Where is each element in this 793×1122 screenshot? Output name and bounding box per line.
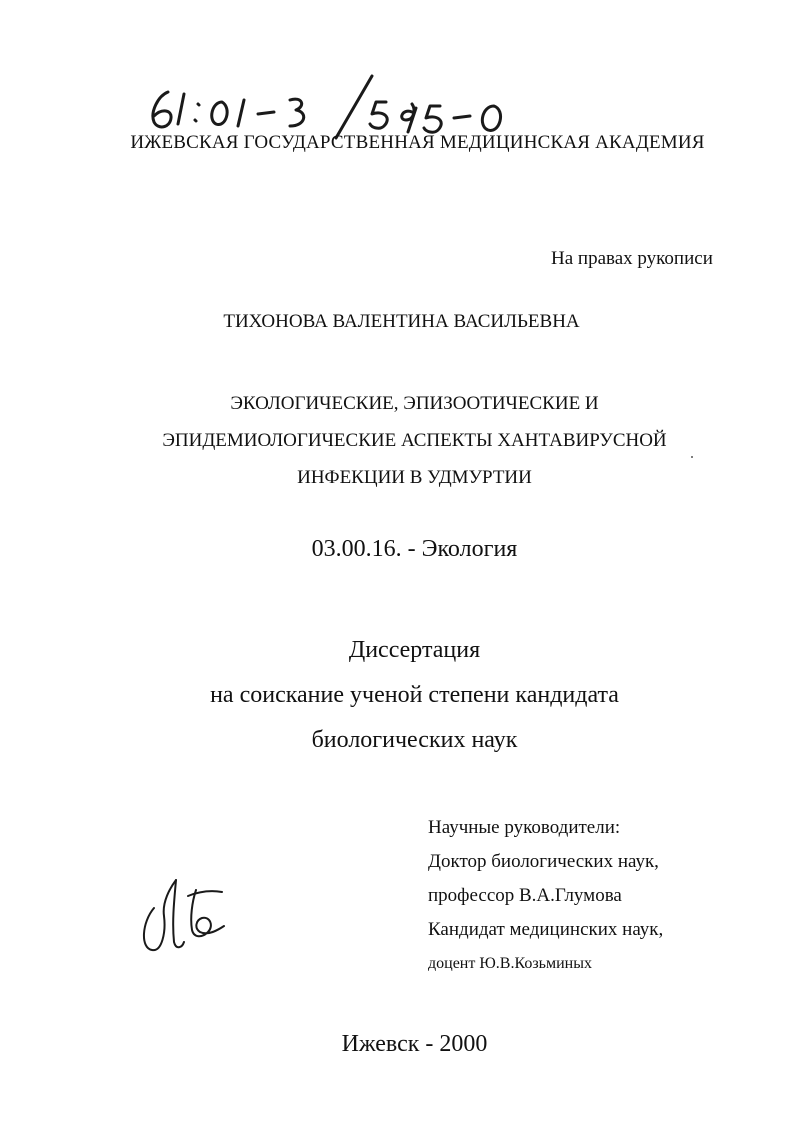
- supervisor-line: доцент Ю.В.Козьминых: [428, 955, 592, 972]
- rights-note: На правах рукописи: [551, 248, 713, 269]
- place-and-year: Ижевск - 2000: [341, 1031, 488, 1057]
- author-name: ТИХОНОВА ВАЛЕНТИНА ВАСИЛЬЕВНА: [223, 311, 580, 332]
- supervisor-line: Доктор биологических наук,: [428, 851, 659, 872]
- title-line: ЭПИДЕМИОЛОГИЧЕСКИЕ АСПЕКТЫ ХАНТАВИРУСНОЙ: [162, 430, 667, 451]
- scan-speck: [691, 456, 693, 458]
- institution-name: ИЖЕВСКАЯ ГОСУДАРСТВЕННАЯ МЕДИЦИНСКАЯ АКАДЕМИЯ: [130, 132, 705, 153]
- signature-mark: [136, 872, 232, 956]
- dissertation-line: на соискание ученой степени кандидата: [210, 682, 619, 708]
- title-line: ИНФЕКЦИИ В УДМУРТИИ: [297, 467, 532, 488]
- dissertation-line: биологических наук: [311, 727, 518, 753]
- dissertation-type: [0, 628, 793, 763]
- dissertation-title: [0, 385, 793, 496]
- supervisors-heading: Научные руководители:: [428, 817, 621, 838]
- supervisor-line: Кандидат медицинских наук,: [428, 919, 664, 940]
- supervisor-line: профессор В.А.Глумова: [428, 885, 622, 906]
- signature-drawing: [136, 872, 232, 956]
- supervisors-block: [428, 811, 663, 981]
- specialty-code: 03.00.16. - Экология: [311, 536, 518, 562]
- dissertation-line: Диссертация: [348, 637, 481, 663]
- title-line: ЭКОЛОГИЧЕСКИЕ, ЭПИЗООТИЧЕСКИЕ И: [230, 393, 599, 414]
